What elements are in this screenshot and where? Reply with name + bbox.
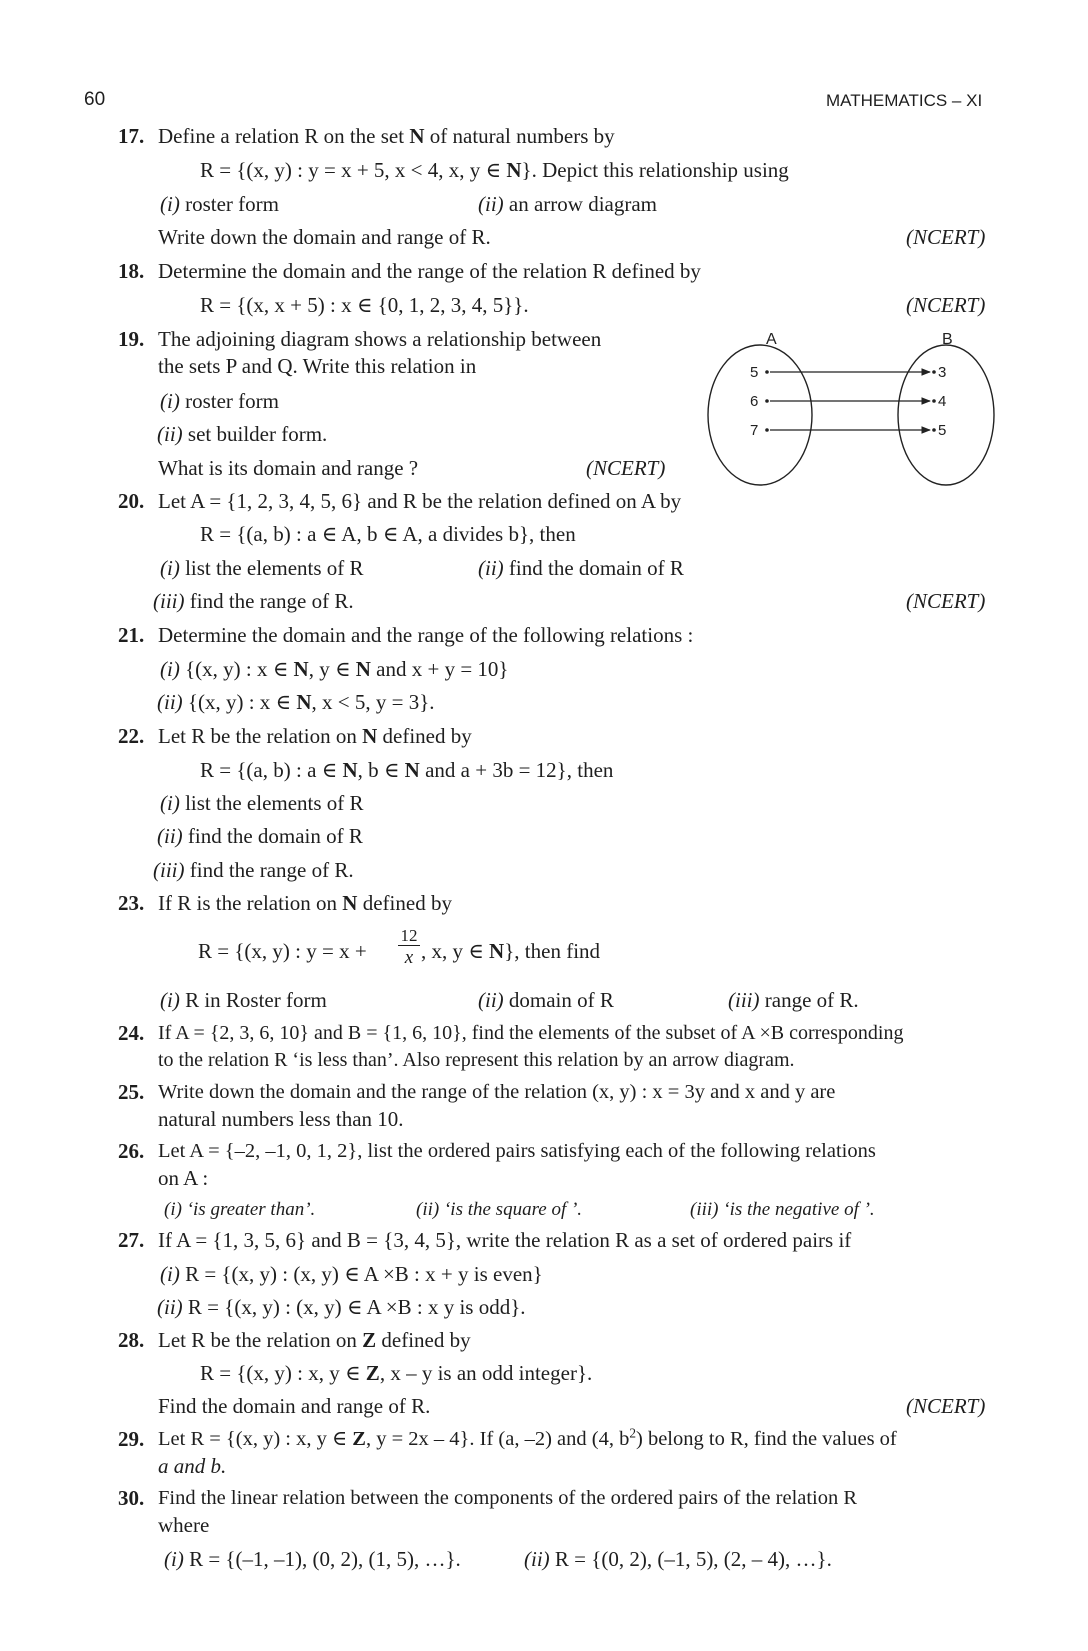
question-number: 19.: [118, 327, 145, 351]
question-line: where: [158, 1513, 210, 1537]
subpart-i: (i) R = {(–1, –1), (0, 2), (1, 5), …}.: [164, 1547, 461, 1571]
question-number: 22.: [118, 724, 145, 748]
question-line: Let R be the relation on N defined by: [158, 724, 472, 748]
source-tag: (NCERT): [906, 589, 986, 613]
fraction-numerator: 12: [400, 926, 418, 945]
question-line: Write down the domain and the range of the relation (x, y) : x = 3y and x and y are: [158, 1081, 836, 1103]
question-number: 21.: [118, 623, 145, 647]
question-line: If A = {1, 3, 5, 6} and B = {3, 4, 5}, write the relation R as a set of ordered pairs if: [158, 1228, 852, 1252]
subpart-i: (i) list the elements of R: [160, 556, 364, 580]
question-number: 17.: [118, 124, 145, 148]
question-line: Let A = {1, 2, 3, 4, 5, 6} and R be the relation defined on A by: [158, 489, 682, 513]
question-number: 28.: [118, 1328, 145, 1352]
subpart-ii: (ii) R = {(x, y) : (x, y) ∈ A ×B : x y is odd}.: [157, 1295, 526, 1319]
question-number: 29.: [118, 1427, 145, 1451]
question-number: 30.: [118, 1486, 145, 1510]
question-line: Determine the domain and the range of the relation R defined by: [158, 259, 701, 283]
question-line: Find the linear relation between the components of the ordered pairs of the relation R: [158, 1487, 858, 1509]
arrow-diagram: [700, 326, 1010, 486]
subpart-iii: (iii) ‘is the negative of ’.: [690, 1199, 875, 1220]
subpart-ii: (ii) find the domain of R: [157, 824, 363, 848]
set-definition: R = {(x, x + 5) : x ∈ {0, 1, 2, 3, 4, 5}}.: [200, 293, 529, 317]
subpart-i: (i) R in Roster form: [160, 988, 327, 1012]
source-tag: (NCERT): [906, 1394, 986, 1418]
question-line: If A = {2, 3, 6, 10} and B = {1, 6, 10}, find the elements of the subset of A ×B corresponding: [158, 1022, 904, 1044]
question-line: to the relation R ‘is less than’. Also represent this relation by an arrow diagram.: [158, 1049, 795, 1071]
question-number: 25.: [118, 1080, 145, 1104]
subpart-iii: (iii) find the range of R.: [153, 858, 354, 882]
set-definition: R = {(a, b) : a ∈ A, b ∈ A, a divides b}, then: [200, 522, 576, 546]
question-number: 27.: [118, 1228, 145, 1252]
subpart-ii: (ii) domain of R: [478, 988, 614, 1012]
question-line: Let R = {(x, y) : x, y ∈ Z, y = 2x – 4}. If (a, –2) and (4, $b^2$) belong to R, find the values of: [158, 1425, 897, 1450]
fraction: [398, 927, 420, 967]
set-definition: R = {(a, b) : a ∈ N, b ∈ N and a + 3b = 12}, then: [200, 758, 614, 782]
a-element: 6: [750, 393, 759, 410]
set-definition: R = {(x, y) : y = x + 5, x < 4, x, y ∈ N}. Depict this relationship using: [200, 158, 789, 182]
b-element: 4: [938, 393, 947, 410]
question-line: The adjoining diagram shows a relationship between: [158, 327, 602, 351]
subpart-iii: (iii) range of R.: [728, 988, 859, 1012]
a-element: 5: [750, 364, 759, 381]
source-tag: (NCERT): [586, 456, 666, 480]
question-number: 23.: [118, 891, 145, 915]
a-element: 7: [750, 422, 759, 439]
subpart-ii: (ii) an arrow diagram: [478, 192, 658, 216]
subpart-iii: (iii) find the range of R.: [153, 589, 354, 613]
set-definition-part: , x, y ∈ N}, then find: [421, 939, 601, 963]
subpart-i: (i) roster form: [160, 192, 279, 216]
source-tag: (NCERT): [906, 225, 986, 249]
subpart-ii: (ii) find the domain of R: [478, 556, 684, 580]
b-element: 3: [938, 364, 947, 381]
subpart-i: (i) ‘is greater than’.: [164, 1199, 316, 1220]
question-line: the sets P and Q. Write this relation in: [158, 354, 477, 378]
question-line: on A :: [158, 1166, 209, 1190]
subpart-i: (i) roster form: [160, 389, 279, 413]
question-line: Determine the domain and the range of the following relations :: [158, 623, 694, 647]
question-line: Find the domain and range of R.: [158, 1394, 431, 1418]
subpart-ii: (ii) R = {(0, 2), (–1, 5), (2, – 4), …}.: [524, 1547, 832, 1571]
source-tag: (NCERT): [906, 293, 986, 317]
subpart-ii: (ii) set builder form.: [157, 422, 328, 446]
question-line: If R is the relation on N defined by: [158, 891, 452, 915]
question-line: Write down the domain and range of R.: [158, 225, 491, 249]
question-number: 18.: [118, 259, 145, 283]
set-b-label: B: [942, 331, 953, 348]
question-line: Let R be the relation on Z defined by: [158, 1328, 471, 1352]
subpart-i: (i) R = {(x, y) : (x, y) ∈ A ×B : x + y is even}: [160, 1262, 543, 1286]
subpart-ii: (ii) {(x, y) : x ∈ N, x < 5, y = 3}.: [157, 690, 435, 714]
question-number: 26.: [118, 1139, 145, 1163]
question-number: 20.: [118, 489, 145, 513]
subpart-i: (i) {(x, y) : x ∈ N, y ∈ N and x + y = 10}: [160, 657, 509, 681]
fraction-denominator: x: [404, 947, 414, 968]
question-line: a and b.: [158, 1454, 227, 1478]
page-number: 60: [84, 89, 106, 110]
b-element: 5: [938, 422, 947, 439]
running-title: MATHEMATICS – XI: [826, 91, 983, 110]
subpart-ii: (ii) ‘is the square of ’.: [416, 1199, 583, 1220]
question-line: natural numbers less than 10.: [158, 1107, 404, 1131]
question-line: Let A = {–2, –1, 0, 1, 2}, list the ordered pairs satisfying each of the following relations: [158, 1140, 876, 1162]
subpart-i: (i) list the elements of R: [160, 791, 364, 815]
set-a-label: A: [766, 331, 777, 348]
set-definition-part: R = {(x, y) : y = x +: [198, 939, 367, 963]
question-line: Define a relation R on the set N of natural numbers by: [158, 124, 615, 148]
question-line: What is its domain and range ?: [158, 456, 419, 480]
question-number: 24.: [118, 1021, 145, 1045]
set-definition: R = {(x, y) : x, y ∈ Z, x – y is an odd integer}.: [200, 1361, 593, 1385]
set-a-ellipse: [708, 345, 812, 485]
